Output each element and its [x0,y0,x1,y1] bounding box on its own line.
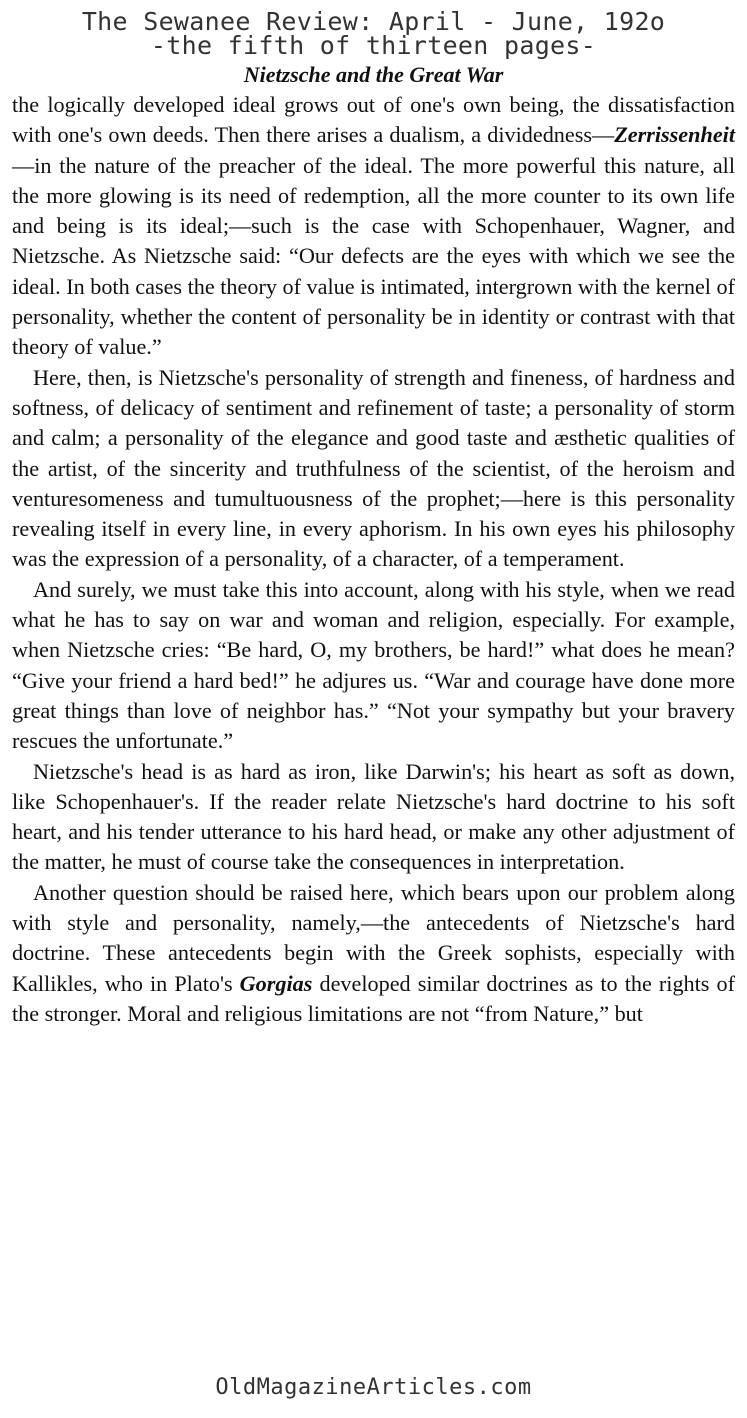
paragraph-text: And surely, we must take this into account, along with his style, when we read what he has to say on war and woman and religion, especially. For example, when Nietzsche cries: “Be hard, O, my brothers, be hard!” what does he mean? “Give your friend a hard bed!” he adjures us. “War and courage have done more great things than love of neighbor has.” “Not your sympathy but your bravery rescues the unfortunate.” [12,576,735,754]
paragraph [12,878,735,1029]
article-body [12,90,735,1029]
site-footer: OldMagazineArticles.com [215,1375,532,1400]
paragraph [12,90,735,363]
paragraph [12,575,735,757]
paragraph-text: Nietzsche's head is as hard as iron, like Darwin's; his heart as soft as down, like Schopenhauer's. If the reader relate Nietzsche's hard doctrine to his soft heart, and his tender utterance to his hard head, or make any other adjustment of the matter, he must of course take the consequences in interpretation. [12,758,735,875]
article-title: Nietzsche and the Great War [243,62,504,87]
paragraph-text: Another question should be raised here, which bears upon our problem along with style and personality, namely,—the antecedents of Nietzsche's hard doctrine. These antecedents begin with the Greek sophists, especially with Kallikles, who in Plato's [12,879,735,996]
paragraph [12,363,735,575]
paragraph-text: developed similar doctrines as to the rights of the stronger. Moral and religious limitations are not “from Nature,” but [12,970,735,1026]
italic-book-title: Gorgias [239,970,313,996]
paragraph-text: the logically developed ideal grows out of one's own being, the dissatisfaction with one's own deeds. Then there arises a dualism, a dividedness— [12,92,735,148]
paragraph-text: Here, then, is Nietzsche's personality of strength and fineness, of hardness and softness, of delicacy of sentiment and refinement of taste; a personality of storm and calm; a personality of the elegance and good taste and æsthetic qualities of the artist, of the sincerity and truthfulness of the scientist, of the heroism and venturesomeness and tumultuousness of the prophet;—here is this personality revealing itself in every line, in every aphorism. In his own eyes his philosophy was the expression of a personality, of a character, of a temperament. [12,364,735,572]
paragraph-text: —in the nature of the preacher of the ideal. The more powerful this nature, all the more glowing is its need of redemption, all the more counter to its own life and being is its ideal;—such is the case with Schopenhauer, Wagner, and Nietzsche. As Nietzsche said: “Our defects are the eyes with which we see the ideal. In both cases the theory of value is intimated, intergrown with the kernel of personality, whether the content of personality be in identity or contrast with that theory of value.” [12,152,735,360]
italic-term: Zerrissenheit [614,122,735,148]
header-line-1: The Sewanee Review: April - June, 192o [81,7,666,36]
header-line-2: -the fifth of thirteen pages- [150,31,597,60]
paragraph [12,757,735,878]
